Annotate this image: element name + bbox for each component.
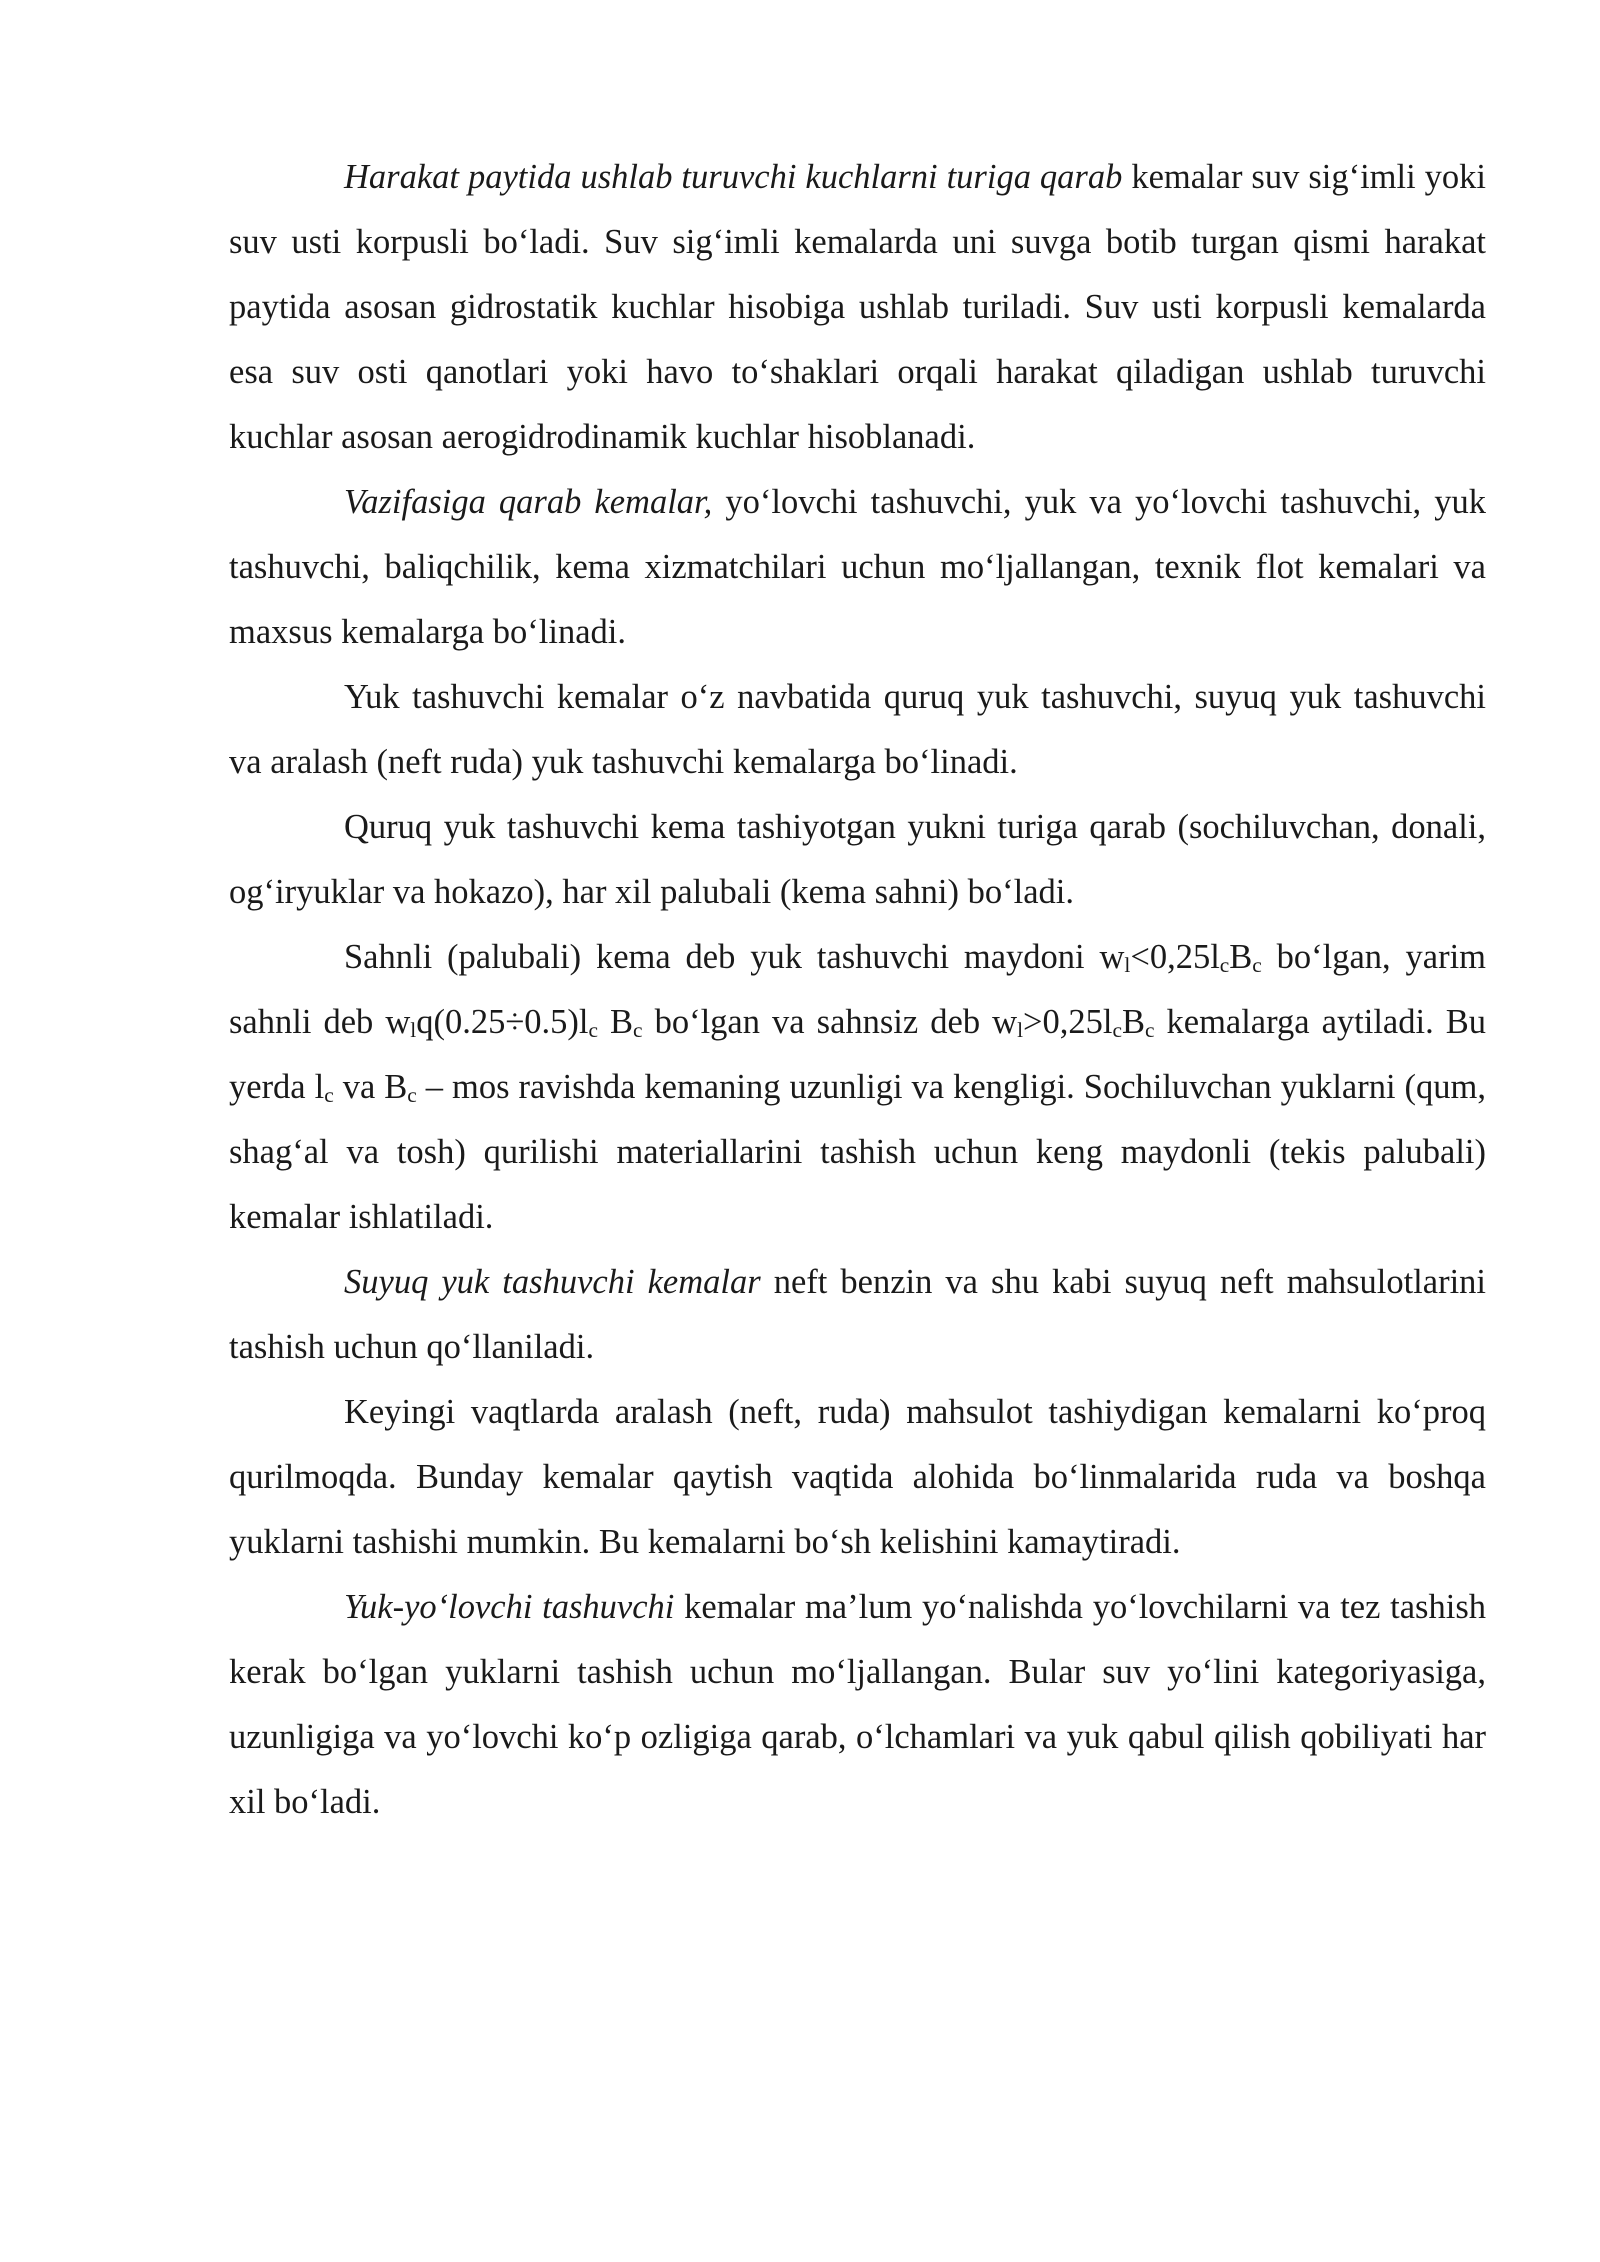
formula-text: – mos ravishda kemaning uzunligi va kengligi. Sochiluvchan yuklarni (qum, shag‘al va tosh) qurilishi materiallarini tashish uchun keng maydonli (tekis palubali) kemalar ishlatiladi. [229,1068,1486,1236]
formula-text: bo‘lgan va sahnsiz deb w [642,1003,1018,1041]
paragraph-mixed-cargo [229,1380,1486,1575]
formula-subscript: l [1124,952,1131,977]
italic-lead: Harakat paytida ushlab turuvchi kuchlarni turiga qarab [344,158,1123,196]
paragraph-movement-forces [229,145,1486,470]
formula-text: q(0.25÷0.5)l [416,1003,589,1041]
paragraph-text: Yuk tashuvchi kemalar o‘z navbatida quruq yuk tashuvchi, suyuq yuk tashuvchi va aralash (neft ruda) yuk tashuvchi kemalarga bo‘linadi. [229,678,1486,781]
paragraph-cargo-ships [229,665,1486,795]
paragraph-text: yo‘lovchi tashuvchi, yuk va yo‘lovchi tashuvchi, yuk tashuvchi, baliqchilik, kema xizmatchilari uchun mo‘ljallangan, texnik flot kemalari va maxsus kemalarga bo‘linadi. [229,483,1487,651]
paragraph-liquid-cargo [229,1250,1486,1380]
formula-subscript: l [410,1017,417,1042]
formula-text: B [597,1003,634,1041]
formula-text: <0,25l [1130,938,1220,976]
italic-lead: Vazifasiga qarab kemalar, [344,483,713,521]
formula-subscript: c [588,1017,598,1042]
formula-text: kemalarga aytiladi. Bu yerda l [229,1003,1487,1106]
formula-subscript: c [1252,952,1262,977]
formula-text: B [1121,1003,1145,1041]
formula-text: va B [333,1068,408,1106]
paragraph-text: kemalar ma’lum yo‘nalishda yo‘lovchilarni va tez tashish kerak bo‘lgan yuklarni tashish uchun mo‘ljallangan. Bular suv yo‘lini kategoriyasiga, uzunligiga va yo‘lovchi ko‘p ozligiga qarab, o‘lchamlari va yuk qabul qilish qobiliyati har xil bo‘ladi. [229,1588,1486,1821]
formula-subscript: c [1112,1017,1122,1042]
paragraph-dry-cargo [229,795,1486,925]
paragraph-text: Keyingi vaqtlarda aralash (neft, ruda) mahsulot tashiydigan kemalarni ko‘proq qurilmoqda. Bunday kemalar qaytish vaqtida alohida bo‘linmalarida ruda va boshqa yuklarni tashishi mumkin. Bu kemalarni bo‘sh kelishini kamaytiradi. [229,1393,1486,1561]
formula-subscript: c [633,1017,643,1042]
paragraph-deck-formula [229,925,1486,1250]
formula-subscript: c [1144,1017,1155,1042]
paragraph-purpose [229,470,1486,665]
formula-text: >0,25l [1023,1003,1113,1041]
formula-subscript: c [1219,952,1230,977]
document-page [229,145,1486,1835]
italic-lead: Suyuq yuk tashuvchi kemalar [344,1263,761,1301]
paragraph-text: kemalar suv sig‘imli yoki suv usti korpusli bo‘ladi. Suv sig‘imli kemalarda uni suvga botib turgan qismi harakat paytida asosan gidrostatik kuchlar hisobiga ushlab turiladi. Suv usti korpusli kemalarda esa suv osti qanotlari yoki havo to‘shaklari orqali harakat qiladigan ushlab turuvchi kuchlar asosan aerogidrodinamik kuchlar hisoblanadi. [229,158,1486,456]
paragraph-cargo-passenger [229,1575,1486,1835]
formula-text: B [1229,938,1253,976]
formula-subscript: c [324,1082,334,1107]
paragraph-text: neft benzin va shu kabi suyuq neft mahsulotlarini tashish uchun qo‘llaniladi. [229,1263,1486,1366]
formula-subscript: l [1017,1017,1024,1042]
formula-text: bo‘lgan, yarim sahnli deb w [229,938,1486,1041]
paragraph-text: Quruq yuk tashuvchi kema tashiyotgan yukni turiga qarab (sochiluvchan, donali, og‘iryuklar va hokazo), har xil palubali (kema sahni) bo‘ladi. [229,808,1486,911]
formula-text: Sahnli (palubali) kema deb yuk tashuvchi maydoni w [344,938,1125,976]
italic-lead: Yuk-yo‘lovchi tashuvchi [344,1588,675,1626]
formula-subscript: c [407,1082,417,1107]
